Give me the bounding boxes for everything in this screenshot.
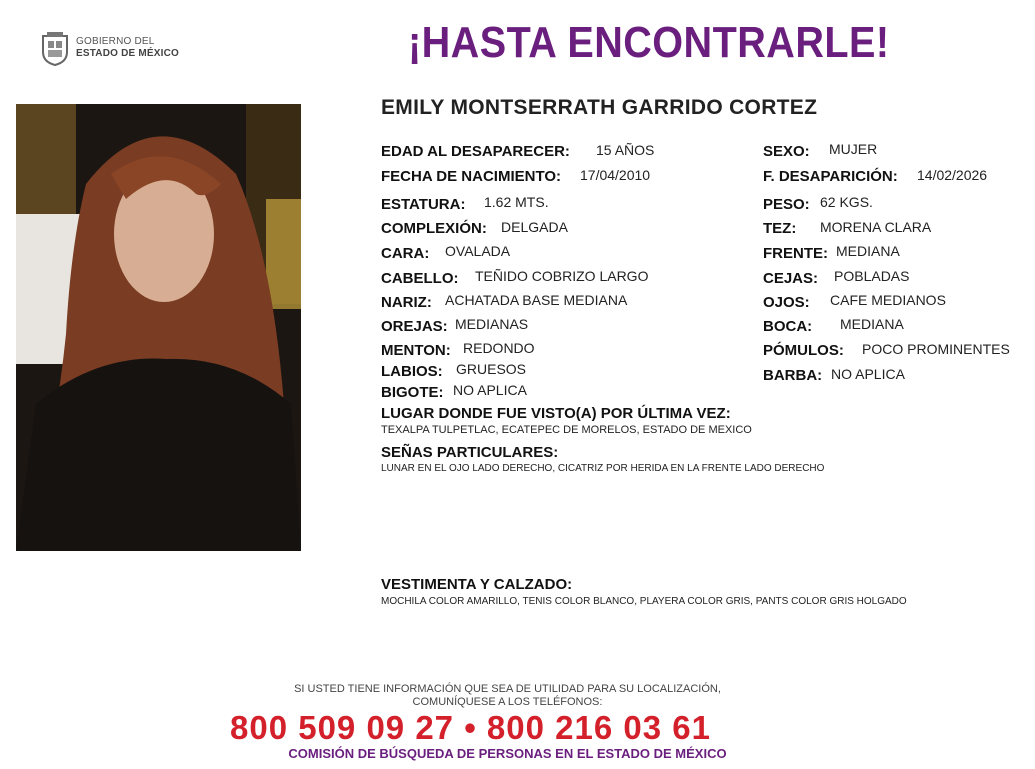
field-label-pomulos: PÓMULOS: — [763, 342, 844, 359]
field-label-boca: BOCA: — [763, 318, 813, 335]
field-value-tez: MORENA CLARA — [820, 219, 932, 235]
field-value-barba: NO APLICA — [831, 366, 905, 382]
field-value-estatura: 1.62 MTS. — [484, 194, 549, 210]
marks-label: SEÑAS PARTICULARES: — [381, 444, 559, 461]
headline: ¡HASTA ENCONTRARLE! — [408, 18, 890, 67]
field-value-nariz: ACHATADA BASE MEDIANA — [445, 292, 628, 308]
field-value-ojos: CAFE MEDIANOS — [830, 292, 946, 308]
field-label-cabello: CABELLO: — [381, 270, 459, 287]
field-value-cejas: POBLADAS — [834, 268, 910, 284]
field-label-bigote: BIGOTE: — [381, 384, 444, 401]
footer-note-line2: COMUNÍQUESE A LOS TELÉFONOS: — [412, 696, 603, 708]
person-name: EMILY MONTSERRATH GARRIDO CORTEZ — [381, 96, 818, 119]
clothing-label: VESTIMENTA Y CALZADO: — [381, 576, 573, 593]
field-value-fecha-nacimiento: 17/04/2010 — [580, 167, 651, 183]
field-value-peso: 62 KGS. — [820, 194, 873, 210]
government-logo — [40, 28, 200, 68]
field-value-complexion: DELGADA — [501, 219, 568, 235]
field-label-labios: LABIOS: — [381, 363, 443, 380]
person-photo — [16, 104, 301, 551]
field-label-tez: TEZ: — [763, 220, 797, 237]
field-value-fecha-desaparicion: 14/02/2026 — [917, 167, 988, 183]
field-label-fecha-nacimiento: FECHA DE NACIMIENTO: — [381, 168, 561, 185]
last-seen-value: TEXALPA TULPETLAC, ECATEPEC DE MORELOS, ESTADO DE MEXICO — [381, 424, 752, 436]
field-label-menton: MENTON: — [381, 342, 451, 359]
field-label-barba: BARBA: — [763, 367, 823, 384]
field-value-cara: OVALADA — [445, 243, 511, 259]
field-label-cejas: CEJAS: — [763, 270, 819, 287]
footer-note-line1: SI USTED TIENE INFORMACIÓN QUE SEA DE UTILIDAD PARA SU LOCALIZACIÓN, — [294, 683, 721, 695]
agency-name: COMISIÓN DE BÚSQUEDA DE PERSONAS EN EL ESTADO DE MÉXICO — [288, 746, 727, 761]
field-value-cabello: TEÑIDO COBRIZO LARGO — [475, 268, 649, 284]
state-shield-icon — [40, 30, 70, 66]
logo-line2: ESTADO DE MÉXICO — [76, 48, 180, 59]
field-label-estatura: ESTATURA: — [381, 196, 466, 213]
field-value-orejas: MEDIANAS — [455, 316, 529, 332]
field-value-boca: MEDIANA — [840, 316, 904, 332]
last-seen-label: LUGAR DONDE FUE VISTO(A) POR ÚLTIMA VEZ: — [381, 405, 731, 422]
field-value-edad: 15 AÑOS — [596, 142, 655, 158]
field-value-menton: REDONDO — [463, 340, 535, 356]
marks-value: LUNAR EN EL OJO LADO DERECHO, CICATRIZ POR HERIDA EN LA FRENTE LADO DERECHO — [381, 463, 825, 474]
footer-note — [0, 683, 1035, 709]
logo-line1: GOBIERNO DEL — [76, 36, 155, 47]
field-label-orejas: OREJAS: — [381, 318, 448, 335]
field-value-labios: GRUESOS — [456, 361, 527, 377]
field-label-sexo: SEXO: — [763, 143, 810, 160]
field-label-ojos: OJOS: — [763, 294, 810, 311]
field-label-frente: FRENTE: — [763, 245, 828, 262]
phone-numbers: 800 509 09 27 • 800 216 03 61 — [230, 709, 711, 746]
field-label-peso: PESO: — [763, 196, 810, 213]
field-value-frente: MEDIANA — [836, 243, 900, 259]
field-label-edad: EDAD AL DESAPARECER: — [381, 143, 570, 160]
field-value-pomulos: POCO PROMINENTES — [862, 341, 1010, 357]
field-value-bigote: NO APLICA — [453, 382, 527, 398]
field-label-cara: CARA: — [381, 245, 430, 262]
field-label-complexion: COMPLEXIÓN: — [381, 220, 487, 237]
clothing-value: MOCHILA COLOR AMARILLO, TENIS COLOR BLANCO, PLAYERA COLOR GRIS, PANTS COLOR GRIS HOLGADO — [381, 596, 907, 607]
field-label-fecha-desaparicion: F. DESAPARICIÓN: — [763, 168, 898, 185]
field-value-sexo: MUJER — [829, 141, 878, 157]
field-label-nariz: NARIZ: — [381, 294, 432, 311]
